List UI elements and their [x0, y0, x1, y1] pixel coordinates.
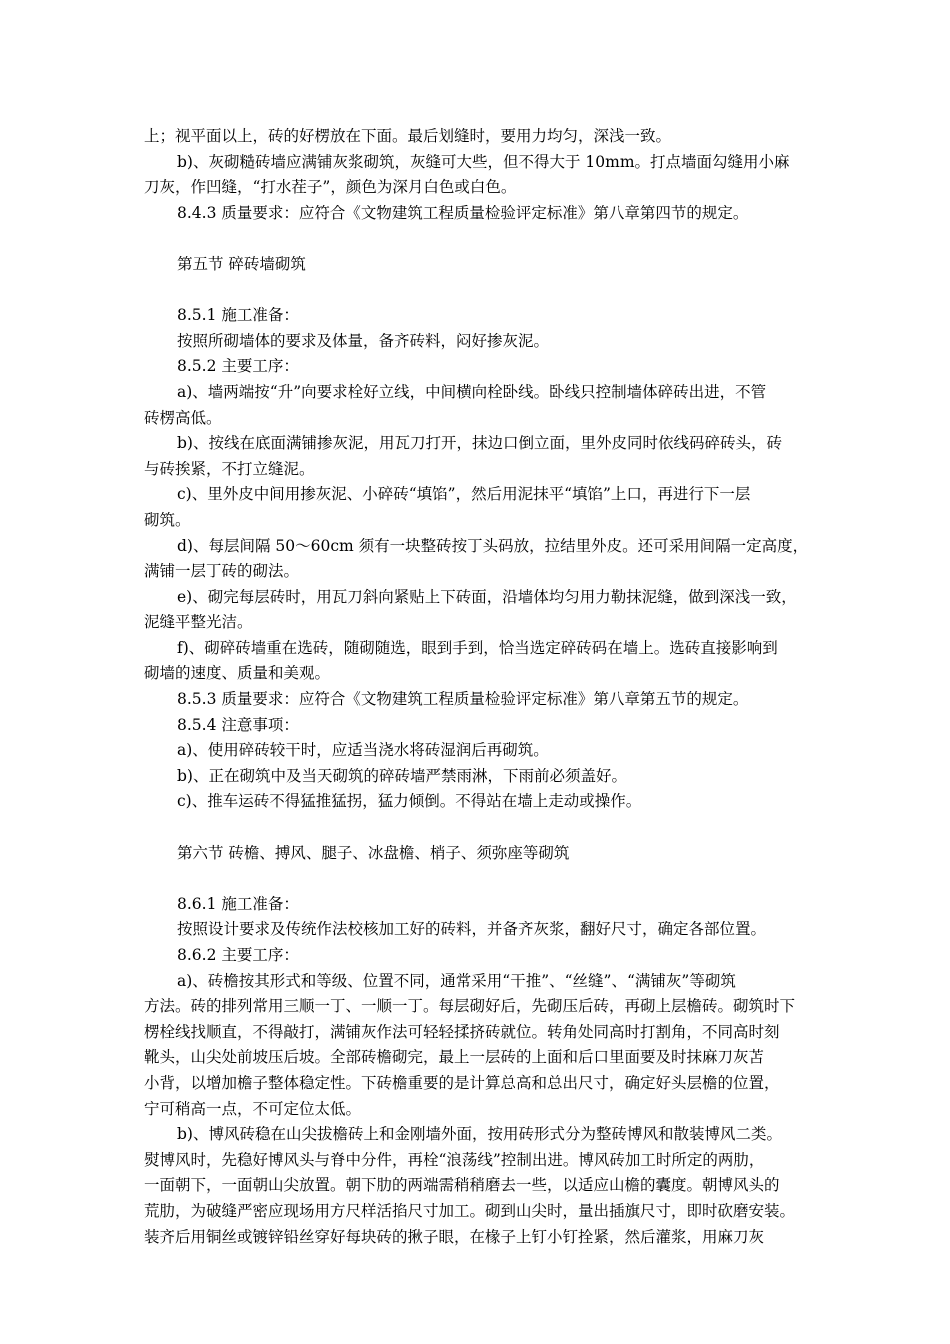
text-line: 8.5.3 质量要求：应符合《文物建筑工程质量检验评定标准》第八章第五节的规定。: [177, 690, 749, 709]
blank-line: [144, 278, 824, 304]
text-line: 满铺一层丁砖的砌法。: [144, 562, 300, 581]
text-line: 第五节 碎砖墙砌筑: [177, 254, 306, 273]
text-line: 泥缝平整光洁。: [144, 613, 253, 632]
text-line: b)、博风砖稳在山尖拔檐砖上和金刚墙外面，按用砖形式分为整砖博风和散装博风二类。: [177, 1125, 782, 1144]
text-line: 8.5.2 主要工序：: [177, 357, 299, 376]
text-line: c)、里外皮中间用掺灰泥、小碎砖“填馅”，然后用泥抹平“填馅”上口，再进行下一层: [177, 485, 751, 504]
text-line: 熨博风时，先稳好博风头与脊中分件，再栓“浪荡线”控制出进。博风砖加工时所定的两肋，: [144, 1150, 765, 1169]
text-line: a)、砖檐按其形式和等级、位置不同，通常采用“干推”、“丝缝”、“满铺灰”等砌筑: [177, 971, 736, 990]
text-line: 装齐后用铜丝或镀锌铅丝穿好每块砖的揪子眼，在椽子上钉小钉拴紧，然后灌浆，用麻刀灰: [144, 1227, 765, 1246]
text-line: 方法。砖的排列常用三顺一丁、一顺一丁。每层砌好后，先砌压后砖，再砌上层檐砖。砌筑时下: [144, 997, 796, 1016]
text-line: 小背，以增加檐子整体稳定性。下砖檐重要的是计算总高和总出尺寸，确定好头层檐的位置，: [144, 1073, 780, 1092]
blank-line: [144, 866, 824, 892]
text-line: 靴头，山尖处前坡压后坡。全部砖檐砌完，最上一层砖的上面和后口里面要及时抹麻刀灰苫: [144, 1048, 765, 1067]
text-line: b)、按线在底面满铺掺灰泥，用瓦刀打开，抹边口倒立面，里外皮同时依线码碎砖头，砖: [177, 434, 782, 453]
document-page: [144, 124, 824, 1250]
text-line: 一面朝下，一面朝山尖放置。朝下肋的两端需稍稍磨去一些，以适应山檐的囊度。朝博风头的: [144, 1176, 780, 1195]
text-line: e)、砌完每层砖时，用瓦刀斜向紧贴上下砖面，沿墙体均匀用力勒抹泥缝，做到深浅一致，: [177, 587, 797, 606]
text-line: 8.6.1 施工准备：: [177, 894, 299, 913]
text-line: 刀灰，作凹缝，“打水茬子”，颜色为深月白色或白色。: [144, 178, 517, 197]
text-line: 8.6.2 主要工序：: [177, 946, 299, 964]
text-line: d)、每层间隔 50～60cm 须有一块整砖按丁头码放，拉结里外皮。还可采用间隔一定高度，: [177, 536, 809, 555]
text-line: 荒肋，为破缝严密应现场用方尺样活掐尺寸加工。砌到山尖时，量出插旗尺寸，即时砍磨安装。: [144, 1201, 796, 1220]
text-line: 砌筑。: [144, 510, 191, 529]
text-line: 8.5.4 注意事项：: [177, 715, 299, 734]
text-line: 宁可稍高一点，不可定位太低。: [144, 1099, 362, 1118]
text-line: 按照所砌墙体的要求及体量，备齐砖料，闷好掺灰泥。: [177, 331, 550, 350]
text-line: 第六节 砖檐、搏风、腿子、冰盘檐、梢子、须弥座等砌筑: [177, 843, 570, 862]
text-line: f)、砌碎砖墙重在选砖，随砌随选，眼到手到，恰当选定碎砖码在墙上。选砖直接影响到: [177, 638, 778, 657]
text-line: 与砖挨紧，不打立缝泥。: [144, 459, 315, 478]
text-line: 8.5.1 施工准备：: [177, 306, 299, 325]
text-line: 楞栓线找顺直，不得敲打，满铺灰作法可轻轻揉挤砖就位。转角处同高时打割角，不同高时刻: [144, 1022, 780, 1041]
text-line: 按照设计要求及传统作法校核加工好的砖料，并备齐灰浆，翻好尺寸，确定各部位置。: [177, 920, 767, 939]
text-line: b)、灰砌糙砖墙应满铺灰浆砌筑，灰缝可大些，但不得大于 10mm。打点墙面勾缝用小麻: [177, 152, 790, 171]
text-line: a)、墙两端按“升”向要求栓好立线，中间横向栓卧线。卧线只控制墙体碎砖出进，不管: [177, 382, 767, 401]
text-line: 上；视平面以上，砖的好楞放在下面。最后划缝时，要用力均匀，深浅一致。: [144, 127, 672, 145]
blank-line: [144, 226, 824, 252]
text-line: b)、正在砌筑中及当天砌筑的碎砖墙严禁雨淋，下雨前必须盖好。: [177, 766, 627, 785]
text-line: 砌墙的速度、质量和美观。: [144, 664, 331, 683]
text-line: 8.4.3 质量要求：应符合《文物建筑工程质量检验评定标准》第八章第四节的规定。: [177, 203, 749, 222]
text-line: 砖楞高低。: [144, 408, 222, 427]
text-line: a)、使用碎砖较干时，应适当浇水将砖湿润后再砌筑。: [177, 741, 549, 760]
text-line: c)、推车运砖不得猛推猛拐，猛力倾倒。不得站在墙上走动或操作。: [177, 792, 642, 811]
blank-line: [144, 815, 824, 841]
